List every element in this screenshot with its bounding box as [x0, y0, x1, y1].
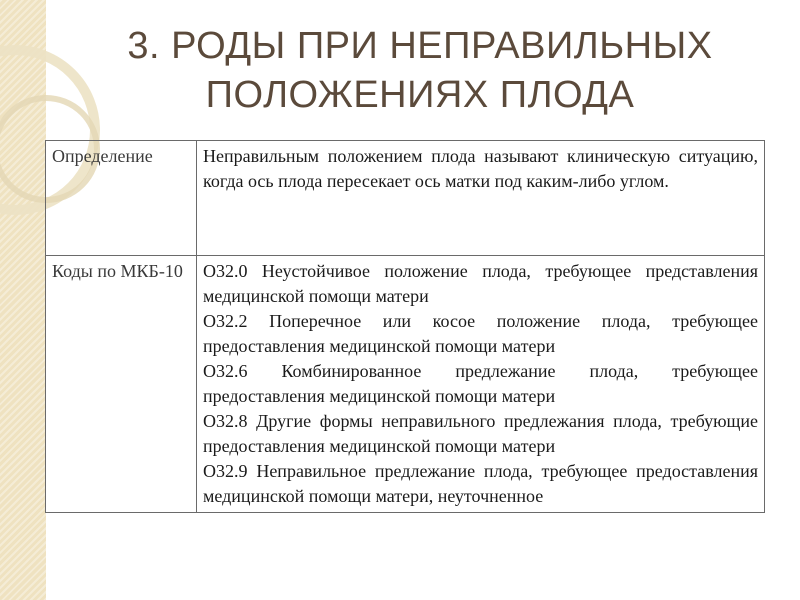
slide-title-line1: 3. РОДЫ ПРИ НЕПРАВИЛЬНЫХ: [127, 25, 713, 67]
icd-code-item: О32.9 Неправильное предлежание плода, требующее предоставления медицинской помощи матери, неуточненное: [203, 461, 758, 506]
icd-code-item: О32.0 Неустойчивое положение плода, требующее представления медицинской помощи матери: [203, 261, 758, 306]
definition-label: Определение: [46, 141, 197, 256]
icd-code-item: О32.8 Другие формы неправильного предлежания плода, требующие предоставления медицинской помощи матери: [203, 411, 758, 456]
definition-text: Неправильным положением плода называют клиническую ситуацию, когда ось плода пересекает ось матки под каким-либо углом.: [197, 141, 765, 256]
slide-title-line2: ПОЛОЖЕНИЯХ ПЛОДА: [205, 74, 635, 116]
table-row-icd-codes: [46, 256, 765, 513]
table-row-definition: [46, 141, 765, 256]
icd-code-item: О32.2 Поперечное или косое положение плода, требующее предоставления медицинской помощи матери: [203, 311, 758, 356]
slide-title: [95, 22, 745, 120]
icd-codes-label: Коды по МКБ-10: [46, 256, 197, 513]
icd-code-item: О32.6 Комбинированное предлежание плода, требующее предоставления медицинской помощи матери: [203, 361, 758, 406]
icd-codes-list: [197, 256, 765, 513]
definition-table: [45, 140, 765, 513]
